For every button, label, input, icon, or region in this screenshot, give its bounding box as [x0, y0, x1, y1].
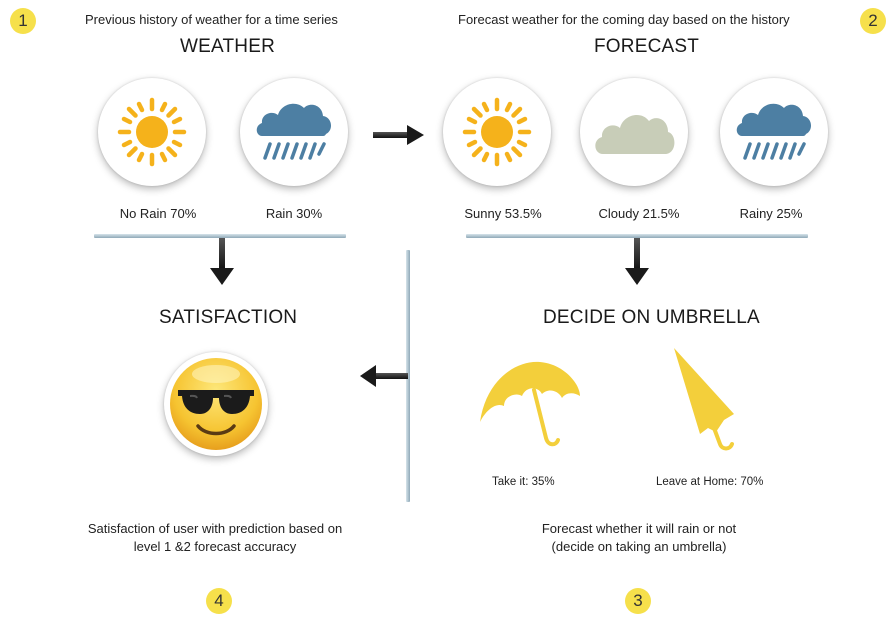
rain-cloud-icon: [252, 92, 336, 172]
weather-heading: WEATHER: [180, 36, 275, 57]
forecast-heading: FORECAST: [594, 36, 700, 57]
umbrella-heading: DECIDE ON UMBRELLA: [543, 307, 760, 328]
sunglasses-emoji-icon: [164, 352, 268, 456]
closed-umbrella-icon: [664, 344, 744, 456]
leave-umbrella-label: Leave at Home: 70%: [656, 476, 764, 488]
history-rain-label: Rain 30%: [265, 206, 323, 221]
forecast-sunny-circle: [443, 78, 551, 186]
forecast-cloudy-circle: [580, 78, 688, 186]
umbrella-description: [500, 520, 778, 556]
history-no-rain-circle: [98, 78, 206, 186]
arrow-down-icon: [624, 238, 650, 286]
take-umbrella-label: Take it: 35%: [492, 476, 555, 488]
rain-cloud-icon: [732, 92, 816, 172]
step-badge-3: 3: [625, 588, 651, 614]
step-badge-2: 2: [860, 8, 886, 34]
satisfaction-description: [60, 520, 370, 556]
satisfaction-emoji-circle: [164, 352, 268, 456]
satisfaction-heading: SATISFACTION: [159, 307, 298, 328]
forecast-sunny-label: Sunny 53.5%: [464, 206, 542, 221]
forecast-rainy-circle: [720, 78, 828, 186]
step-badge-1: 1: [10, 8, 36, 34]
arrow-left-icon: [360, 364, 408, 388]
umbrella-description-line2: (decide on taking an umbrella): [551, 539, 727, 554]
satisfaction-description-line2: level 1 &2 forecast accuracy: [133, 539, 297, 554]
step-badge-4: 4: [206, 588, 232, 614]
sun-icon: [457, 92, 537, 172]
history-no-rain-label: No Rain 70%: [119, 206, 197, 221]
satisfaction-description-line1: Satisfaction of user with prediction based on: [87, 521, 343, 536]
umbrella-description-line1: Forecast whether it will rain or not: [541, 521, 737, 536]
history-caption: Previous history of weather for a time series: [85, 12, 338, 27]
sun-icon: [112, 92, 192, 172]
forecast-caption: Forecast weather for the coming day based on the history: [458, 12, 790, 27]
forecast-rainy-label: Rainy 25%: [739, 206, 803, 221]
forecast-cloudy-label: Cloudy 21.5%: [598, 206, 680, 221]
history-rain-circle: [240, 78, 348, 186]
arrow-down-icon: [209, 238, 235, 286]
arrow-right-icon: [373, 124, 425, 146]
cloud-icon: [591, 102, 677, 162]
open-umbrella-icon: [476, 350, 586, 458]
